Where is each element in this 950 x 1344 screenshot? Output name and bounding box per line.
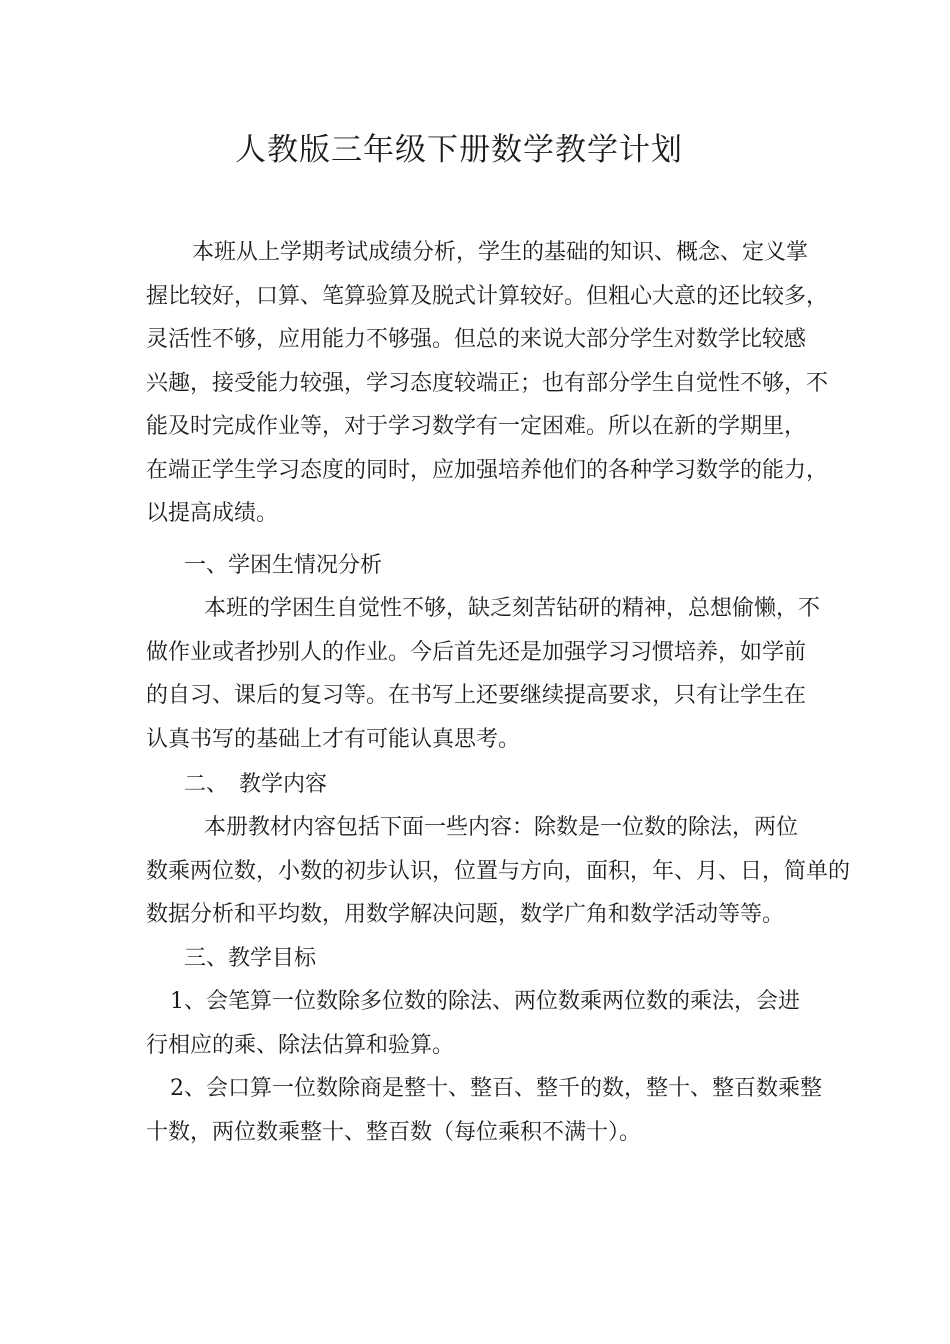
section2-paragraph: [146, 806, 851, 937]
section-heading-2: 二、 教学内容: [184, 772, 328, 797]
paragraph-line: 数乘两位数，小数的初步认识，位置与方向，面积，年、月、日，简单的: [146, 858, 851, 884]
paragraph-line: 的自习、课后的复习等。在书写上还要继续提高要求，只有让学生在: [146, 683, 807, 708]
paragraph-line: 本册教材内容包括下面一些内容：除数是一位数的除法，两位: [204, 815, 799, 840]
objective-item-2: [146, 1067, 822, 1154]
section-heading-3: 三、教学目标: [184, 946, 317, 971]
paragraph-line: 兴趣，接受能力较强，学习态度较端正；也有部分学生自觉性不够，不: [146, 370, 829, 396]
intro-paragraph: [146, 231, 829, 536]
paragraph-line: 认真书写的基础上才有可能认真思考。: [146, 726, 521, 752]
section-heading-1: 一、学困生情况分析: [184, 553, 383, 578]
paragraph-line: 2、会口算一位数除商是整十、整百、整千的数，整十、整百数乘整: [170, 1076, 822, 1101]
section1-paragraph: [146, 587, 821, 761]
paragraph-line: 握比较好，口算、笔算验算及脱式计算较好。但粗心大意的还比较多，: [146, 283, 829, 309]
paragraph-line: 本班从上学期考试成绩分析，学生的基础的知识、概念、定义掌: [192, 240, 809, 265]
objective-item-1: [146, 980, 816, 1067]
document-title: 人教版三年级下册数学教学计划: [235, 132, 683, 168]
paragraph-line: 以提高成绩。: [146, 501, 279, 526]
paragraph-line: 在端正学生学习态度的同时，应加强培养他们的各种学习数学的能力，: [146, 457, 829, 483]
paragraph-line: 1、会笔算一位数除多位数的除法、两位数乘两位数的乘法，会进: [170, 989, 800, 1014]
paragraph-line: 十数，两位数乘整十、整百数（每位乘积不满十）。: [146, 1119, 642, 1145]
paragraph-line: 行相应的乘、除法估算和验算。: [146, 1032, 455, 1058]
paragraph-line: 做作业或者抄别人的作业。今后首先还是加强学习习惯培养，如学前: [146, 639, 807, 665]
paragraph-line: 本班的学困生自觉性不够，缺乏刻苦钻研的精神，总想偷懒，不: [204, 596, 821, 621]
paragraph-line: 灵活性不够，应用能力不够强。但总的来说大部分学生对数学比较感: [146, 327, 807, 352]
paragraph-line: 能及时完成作业等，对于学习数学有一定困难。所以在新的学期里，: [146, 414, 807, 439]
paragraph-line: 数据分析和平均数，用数学解决问题，数学广角和数学活动等等。: [146, 902, 785, 927]
